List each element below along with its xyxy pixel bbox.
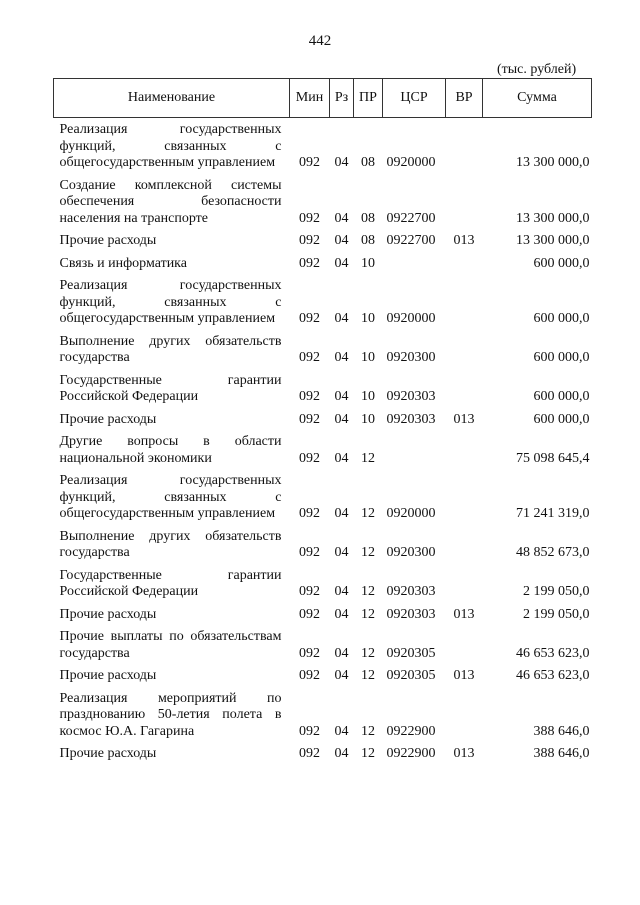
cell-min: 092 bbox=[299, 233, 320, 248]
cell-pr: 12 bbox=[361, 746, 375, 761]
cell-name: Другие вопросы в области национальной экономики bbox=[59, 434, 282, 466]
header-name: Наименование bbox=[54, 79, 290, 118]
table-header bbox=[54, 79, 592, 118]
cell-min: 092 bbox=[299, 606, 320, 622]
cell-vr bbox=[446, 430, 483, 469]
cell-name: Прочие расходы bbox=[59, 606, 157, 622]
cell-sum: 75 098 645,4 bbox=[516, 450, 590, 466]
cell-name: Прочие выплаты по обязательствам государства bbox=[59, 629, 282, 661]
table-row bbox=[54, 252, 592, 275]
cell-csr: 0920305 bbox=[386, 645, 436, 661]
header-min: Мин bbox=[290, 79, 330, 118]
cell-vr: 013 bbox=[453, 746, 475, 761]
page-number: 442 bbox=[308, 33, 332, 49]
table-body bbox=[54, 118, 592, 765]
cell-min: 092 bbox=[299, 746, 320, 761]
header-csr: ЦСР bbox=[383, 79, 446, 118]
cell-name: Выполнение других обязательств государства bbox=[59, 528, 282, 560]
table-row bbox=[54, 369, 592, 408]
cell-name: Реализация государственных функций, связанных с общегосударственным управлением bbox=[59, 122, 282, 170]
cell-min: 092 bbox=[299, 450, 320, 466]
cell-csr bbox=[383, 430, 446, 469]
cell-sum: 13 300 000,0 bbox=[516, 155, 590, 170]
cell-pr: 12 bbox=[361, 645, 375, 661]
cell-rz: 04 bbox=[334, 506, 349, 521]
cell-pr: 10 bbox=[361, 411, 375, 427]
cell-pr: 12 bbox=[361, 606, 375, 622]
cell-pr: 12 bbox=[361, 668, 375, 683]
cell-min: 092 bbox=[299, 155, 320, 170]
cell-rz: 04 bbox=[334, 584, 349, 599]
table-row bbox=[54, 469, 592, 525]
cell-rz: 04 bbox=[334, 389, 349, 404]
table-row bbox=[54, 274, 592, 330]
cell-rz: 04 bbox=[334, 746, 349, 761]
header-pr: ПР bbox=[354, 79, 383, 118]
table-row bbox=[54, 625, 592, 664]
cell-vr bbox=[446, 274, 483, 330]
cell-min: 092 bbox=[299, 645, 320, 661]
units-label: (тыс. рублей) bbox=[497, 62, 577, 77]
cell-vr: 013 bbox=[453, 233, 475, 248]
cell-sum: 48 852 673,0 bbox=[516, 545, 590, 560]
cell-name: Создание комплексной системы обеспечения безопасности населения на транспорте bbox=[59, 177, 282, 226]
cell-name: Реализация мероприятий по празднованию 50-летия полета в космос Ю.А. Гагарина bbox=[59, 690, 282, 739]
cell-pr: 12 bbox=[361, 545, 375, 560]
cell-pr: 10 bbox=[361, 311, 375, 326]
cell-vr: 013 bbox=[453, 606, 475, 622]
table-row bbox=[54, 525, 592, 564]
cell-csr: 0920303 bbox=[386, 606, 436, 622]
cell-rz: 04 bbox=[334, 545, 349, 560]
cell-name: Реализация государственных функций, связанных с общегосударственным управлением bbox=[59, 473, 282, 521]
cell-name: Выполнение других обязательств государства bbox=[59, 333, 282, 365]
cell-min: 092 bbox=[299, 311, 320, 326]
cell-csr: 0920000 bbox=[386, 311, 436, 326]
cell-rz: 04 bbox=[334, 311, 349, 326]
cell-vr bbox=[446, 118, 483, 174]
cell-sum: 600 000,0 bbox=[533, 389, 590, 404]
cell-min: 092 bbox=[299, 668, 320, 683]
cell-min: 092 bbox=[299, 584, 320, 599]
cell-csr: 0920000 bbox=[386, 506, 436, 521]
cell-sum: 388 646,0 bbox=[533, 746, 590, 761]
cell-name: Прочие расходы bbox=[59, 746, 157, 761]
header-sum: Сумма bbox=[483, 79, 592, 118]
cell-rz: 04 bbox=[334, 255, 349, 271]
table-row bbox=[54, 330, 592, 369]
cell-sum: 600 000,0 bbox=[533, 350, 590, 365]
cell-sum: 13 300 000,0 bbox=[516, 210, 590, 226]
table-row bbox=[54, 687, 592, 743]
cell-sum: 46 653 623,0 bbox=[516, 668, 590, 683]
table-row bbox=[54, 603, 592, 626]
cell-rz: 04 bbox=[334, 210, 349, 226]
cell-sum: 600 000,0 bbox=[533, 411, 590, 427]
cell-min: 092 bbox=[299, 255, 320, 271]
table-row bbox=[54, 118, 592, 174]
cell-pr: 10 bbox=[361, 389, 375, 404]
table-row bbox=[54, 229, 592, 252]
cell-pr: 12 bbox=[361, 506, 375, 521]
table-row bbox=[54, 430, 592, 469]
cell-pr: 12 bbox=[361, 450, 375, 466]
table-row bbox=[54, 408, 592, 431]
cell-min: 092 bbox=[299, 411, 320, 427]
cell-sum: 600 000,0 bbox=[533, 311, 590, 326]
cell-rz: 04 bbox=[334, 450, 349, 466]
cell-rz: 04 bbox=[334, 668, 349, 683]
cell-rz: 04 bbox=[334, 233, 349, 248]
cell-rz: 04 bbox=[334, 155, 349, 170]
cell-rz: 04 bbox=[334, 350, 349, 365]
cell-min: 092 bbox=[299, 350, 320, 365]
table-row bbox=[54, 174, 592, 230]
cell-pr: 08 bbox=[361, 233, 375, 248]
cell-pr: 08 bbox=[361, 210, 375, 226]
cell-min: 092 bbox=[299, 723, 320, 739]
cell-min: 092 bbox=[299, 389, 320, 404]
cell-csr: 0920300 bbox=[386, 545, 436, 560]
cell-sum: 2 199 050,0 bbox=[523, 584, 590, 599]
cell-vr bbox=[446, 369, 483, 408]
cell-sum: 600 000,0 bbox=[533, 255, 590, 271]
table-row bbox=[54, 664, 592, 687]
cell-vr bbox=[446, 525, 483, 564]
cell-rz: 04 bbox=[334, 645, 349, 661]
cell-pr: 12 bbox=[361, 584, 375, 599]
cell-name: Прочие расходы bbox=[59, 233, 157, 248]
cell-pr: 08 bbox=[361, 155, 375, 170]
cell-name: Государственные гарантии Российской Федерации bbox=[59, 567, 282, 599]
table-row bbox=[54, 742, 592, 765]
cell-sum: 46 653 623,0 bbox=[516, 645, 590, 661]
cell-rz: 04 bbox=[334, 606, 349, 622]
cell-csr bbox=[383, 252, 446, 275]
cell-pr: 10 bbox=[361, 255, 375, 271]
cell-csr: 0920305 bbox=[386, 668, 436, 683]
cell-vr: 013 bbox=[453, 668, 475, 683]
cell-name: Прочие расходы bbox=[59, 411, 157, 427]
cell-sum: 13 300 000,0 bbox=[516, 233, 590, 248]
cell-vr bbox=[446, 564, 483, 603]
cell-sum: 2 199 050,0 bbox=[523, 606, 590, 622]
cell-csr: 0920300 bbox=[386, 350, 436, 365]
cell-sum: 71 241 319,0 bbox=[516, 506, 590, 521]
cell-name: Реализация государственных функций, связанных с общегосударственным управлением bbox=[59, 278, 282, 326]
cell-min: 092 bbox=[299, 506, 320, 521]
cell-pr: 10 bbox=[361, 350, 375, 365]
cell-csr: 0922900 bbox=[386, 723, 436, 739]
cell-csr: 0922900 bbox=[386, 746, 436, 761]
header-vr: ВР bbox=[446, 79, 483, 118]
cell-vr bbox=[446, 252, 483, 275]
cell-min: 092 bbox=[299, 210, 320, 226]
cell-name: Государственные гарантии Российской Федерации bbox=[59, 372, 282, 404]
cell-csr: 0922700 bbox=[386, 210, 436, 226]
cell-rz: 04 bbox=[334, 723, 349, 739]
header-rz: Рз bbox=[330, 79, 354, 118]
budget-table bbox=[53, 78, 592, 765]
cell-vr bbox=[446, 625, 483, 664]
cell-rz: 04 bbox=[334, 411, 349, 427]
cell-min: 092 bbox=[299, 545, 320, 560]
cell-vr bbox=[446, 174, 483, 230]
table-row bbox=[54, 564, 592, 603]
cell-csr: 0920303 bbox=[386, 584, 436, 599]
cell-vr bbox=[446, 687, 483, 743]
cell-csr: 0920303 bbox=[386, 389, 436, 404]
cell-name: Прочие расходы bbox=[59, 668, 157, 683]
cell-vr: 013 bbox=[453, 411, 475, 427]
cell-csr: 0922700 bbox=[386, 233, 436, 248]
cell-vr bbox=[446, 330, 483, 369]
cell-vr bbox=[446, 469, 483, 525]
cell-name: Связь и информатика bbox=[59, 255, 187, 271]
cell-csr: 0920303 bbox=[386, 411, 436, 427]
cell-sum: 388 646,0 bbox=[533, 723, 590, 739]
cell-csr: 0920000 bbox=[386, 155, 436, 170]
cell-pr: 12 bbox=[361, 723, 375, 739]
